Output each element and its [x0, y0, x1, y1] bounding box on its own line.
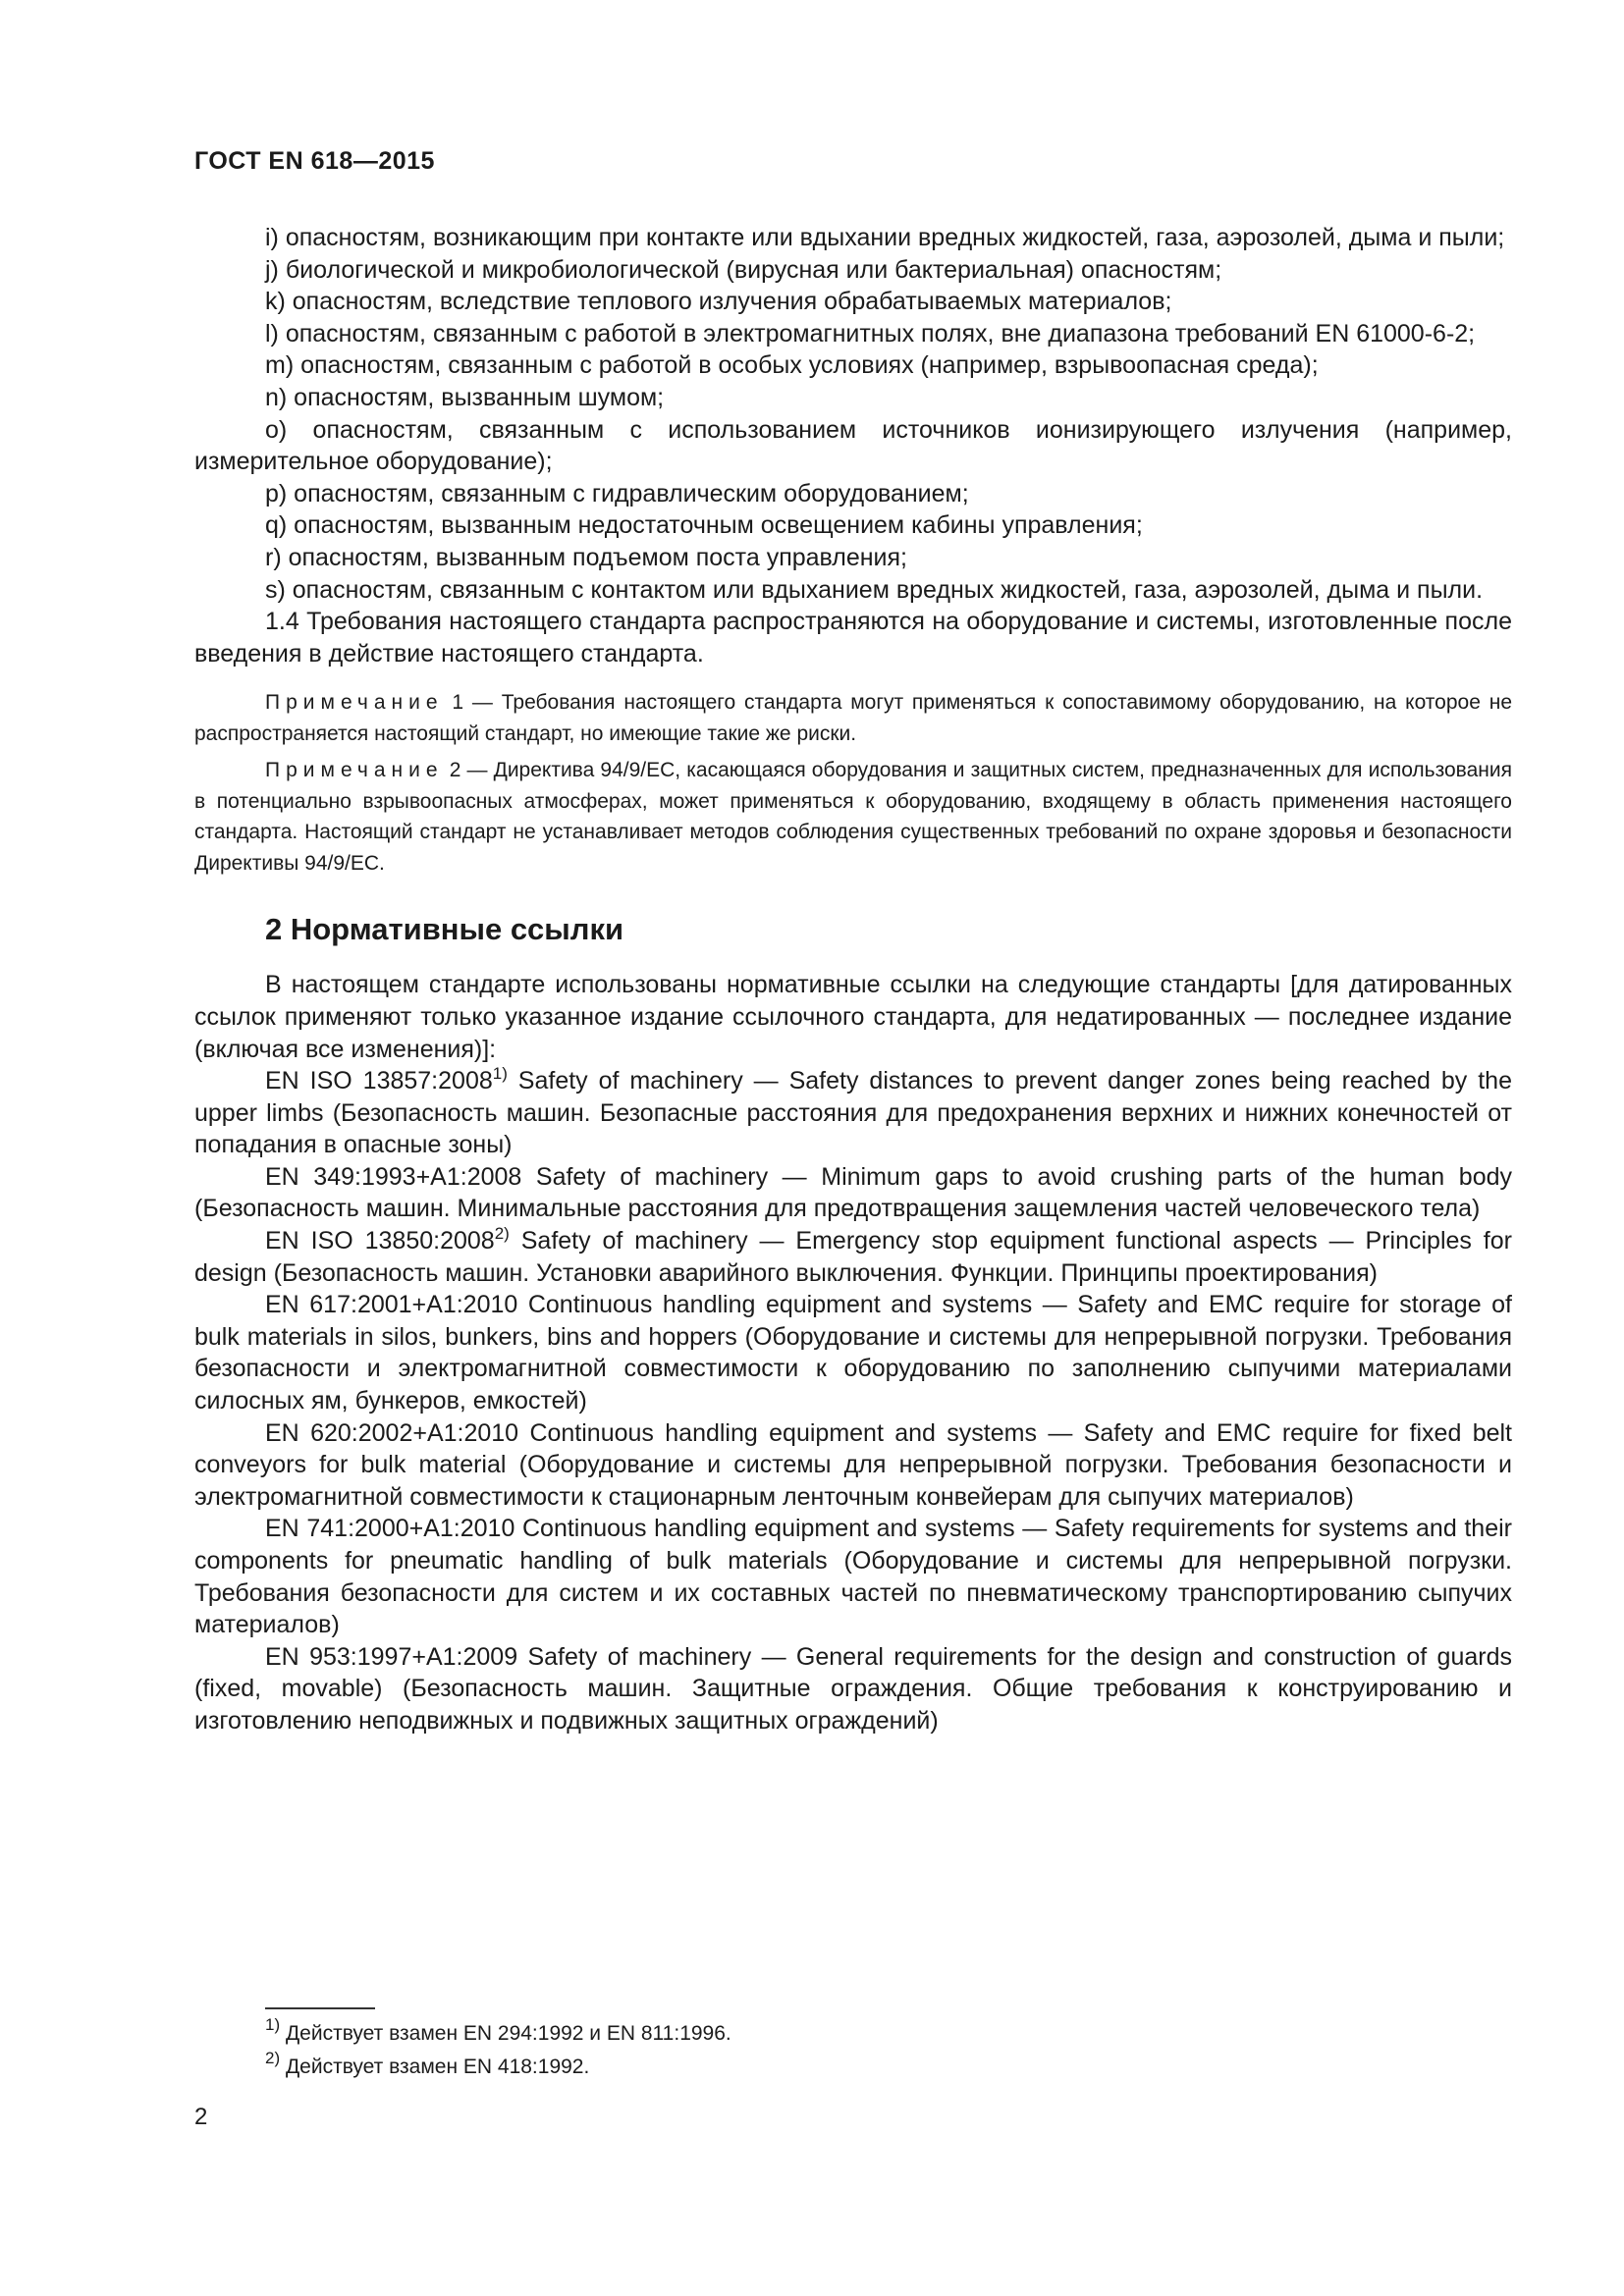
note-text: 2 — Директива 94/9/EC, касающаяся оборудования и защитных систем, предназначенных для использования в потенциально взрывоопасных атмосферах, может применяться к оборудованию, входящему в область применения настоящего стандарта. Настоящий стандарт не устанавливает методов соблюдения существенных требований по охране здоровья и безопасности Директивы 94/9/EC.: [194, 759, 1512, 875]
note-2: [194, 755, 1512, 879]
reference-item: [194, 1289, 1512, 1416]
reference-item: [194, 1513, 1512, 1640]
reference-text: Safety of machinery — General requirements for the design and construction of guards (fixed, movable) (Безопасность машин. Защитные ограждения. Общие требования к конструированию и изготовлению неподвижных и подвижных защитных ограждений): [194, 1642, 1513, 1735]
footnote-text: Действует взамен EN 418:1992.: [280, 2056, 590, 2078]
list-item-q: q) опасностям, вызванным недостаточным освещением кабины управления;: [265, 511, 1143, 540]
footnote-mark: 1): [265, 2015, 281, 2034]
footnote-mark: 2): [265, 2049, 281, 2067]
reference-text: Safety of machinery — Minimum gaps to avoid crushing parts of the human body (Безопасность машин. Минимальные расстояния для предотвращения защемления частей человеческого тела): [194, 1162, 1512, 1223]
paragraph-1-4: 1.4 Требования настоящего стандарта распространяются на оборудование и системы, изготовленные после введения в действие настоящего стандарта.: [194, 608, 1512, 667]
reference-code: EN 620:2002+A1:2010: [265, 1418, 519, 1447]
note-1: [194, 687, 1512, 749]
reference-text: Safety of machinery — Safety distances to prevent danger zones being reached by the upper limbs (Безопасность машин. Безопасные расстояния для предохранения верхних и нижних конечностей от попадания в опасные зоны): [194, 1067, 1512, 1159]
list-item-s: s) опасностям, связанным с контактом или вдыханием вредных жидкостей, газа, аэрозолей, дыма и пыли.: [265, 575, 1484, 604]
list-item-n: n) опасностям, вызванным шумом;: [265, 383, 665, 411]
reference-item: [194, 1161, 1512, 1225]
footnote-1: [265, 2015, 731, 2048]
list-item-l: l) опасностям, связанным с работой в электромагнитных полях, вне диапазона требований EN 61000-6-2;: [265, 319, 1476, 347]
list-item-j: j) биологической и микробиологической (вирусная или бактериальная) опасностям;: [265, 255, 1222, 284]
list-item-p: p) опасностям, связанным с гидравлическим оборудованием;: [265, 479, 969, 507]
reference-code: EN ISO 13850:2008: [265, 1227, 495, 1255]
page-body: [194, 222, 1512, 1737]
section-intro: В настоящем стандарте использованы нормативные ссылки на следующие стандарты [для датированных ссылок применяют только указанное издание ссылочного стандарта, для недатированных — последнее издание (включая все изменения)]:: [194, 971, 1512, 1063]
footnote-2: [265, 2049, 590, 2081]
reference-code: EN 617:2001+A1:2010: [265, 1291, 518, 1319]
reference-text: Continuous handling equipment and systems — Safety requirements for systems and their components for pneumatic handling of bulk materials (Оборудование и системы для непрерывной погрузки. Требования безопасности для систем и их составных частей по пневматическому транспортированию сыпучих материалов): [194, 1515, 1512, 1639]
reference-text: Continuous handling equipment and systems — Safety and EMC require for fixed belt conveyors for bulk material (Оборудование и системы для непрерывной погрузки. Требования безопасности и электромагнитной совместимости к стационарным ленточным конвейерам для сыпучих материалов): [194, 1418, 1513, 1511]
list-item-r: r) опасностям, вызванным подъемом поста управления;: [265, 543, 907, 571]
page-number: 2: [194, 2104, 208, 2130]
reference-text: Safety of machinery — Emergency stop equipment functional aspects — Principles for design (Безопасность машин. Установки аварийного выключения. Функции. Принципы проектирования): [194, 1227, 1512, 1287]
list-item-k: k) опасностям, вследствие теплового излучения обрабатываемых материалов;: [265, 288, 1172, 316]
note-label: Примечание: [265, 759, 444, 782]
reference-item: [194, 1417, 1512, 1514]
note-label: Примечание: [265, 691, 444, 715]
reference-code: EN 349:1993+A1:2008: [265, 1162, 522, 1191]
list-item-i: i) опасностям, возникающим при контакте или вдыхании вредных жидкостей, газа, аэрозолей, дыма и пыли;: [265, 224, 1505, 251]
footnote-marker: 1): [492, 1064, 508, 1084]
document-header: ГОСТ EN 618—2015: [194, 147, 435, 175]
note-text: 1 — Требования настоящего стандарта могут применяться к сопоставимому оборудованию, на которое не распространяется настоящий стандарт, но имеющие такие же риски.: [194, 691, 1512, 745]
section-title: 2 Нормативные ссылки: [265, 912, 624, 947]
footnote-divider: [265, 2007, 375, 2009]
footnote-marker: 2): [494, 1224, 510, 1244]
reference-item: [194, 1065, 1512, 1161]
reference-code: EN ISO 13857:2008: [265, 1067, 493, 1095]
list-item-m: m) опасностям, связанным с работой в особых условиях (например, взрывоопасная среда);: [265, 351, 1319, 380]
footnote-text: Действует взамен EN 294:1992 и EN 811:1996.: [280, 2022, 731, 2045]
reference-text: Continuous handling equipment and systems — Safety and EMC require for storage of bulk materials in silos, bunkers, bins and hoppers (Оборудование и системы для непрерывной погрузки. Требования безопасности и электромагнитной совместимости к оборудованию по заполнению сыпучими материалами силосных ям, бункеров, емкостей): [194, 1291, 1512, 1415]
list-item-o: o) опасностям, связанным с использованием источников ионизирующего излучения (например, измерительное оборудование);: [194, 415, 1512, 476]
reference-item: [194, 1641, 1512, 1737]
reference-item: [194, 1225, 1512, 1289]
reference-code: EN 953:1997+A1:2009: [265, 1642, 518, 1671]
reference-code: EN 741:2000+A1:2010: [265, 1515, 515, 1543]
